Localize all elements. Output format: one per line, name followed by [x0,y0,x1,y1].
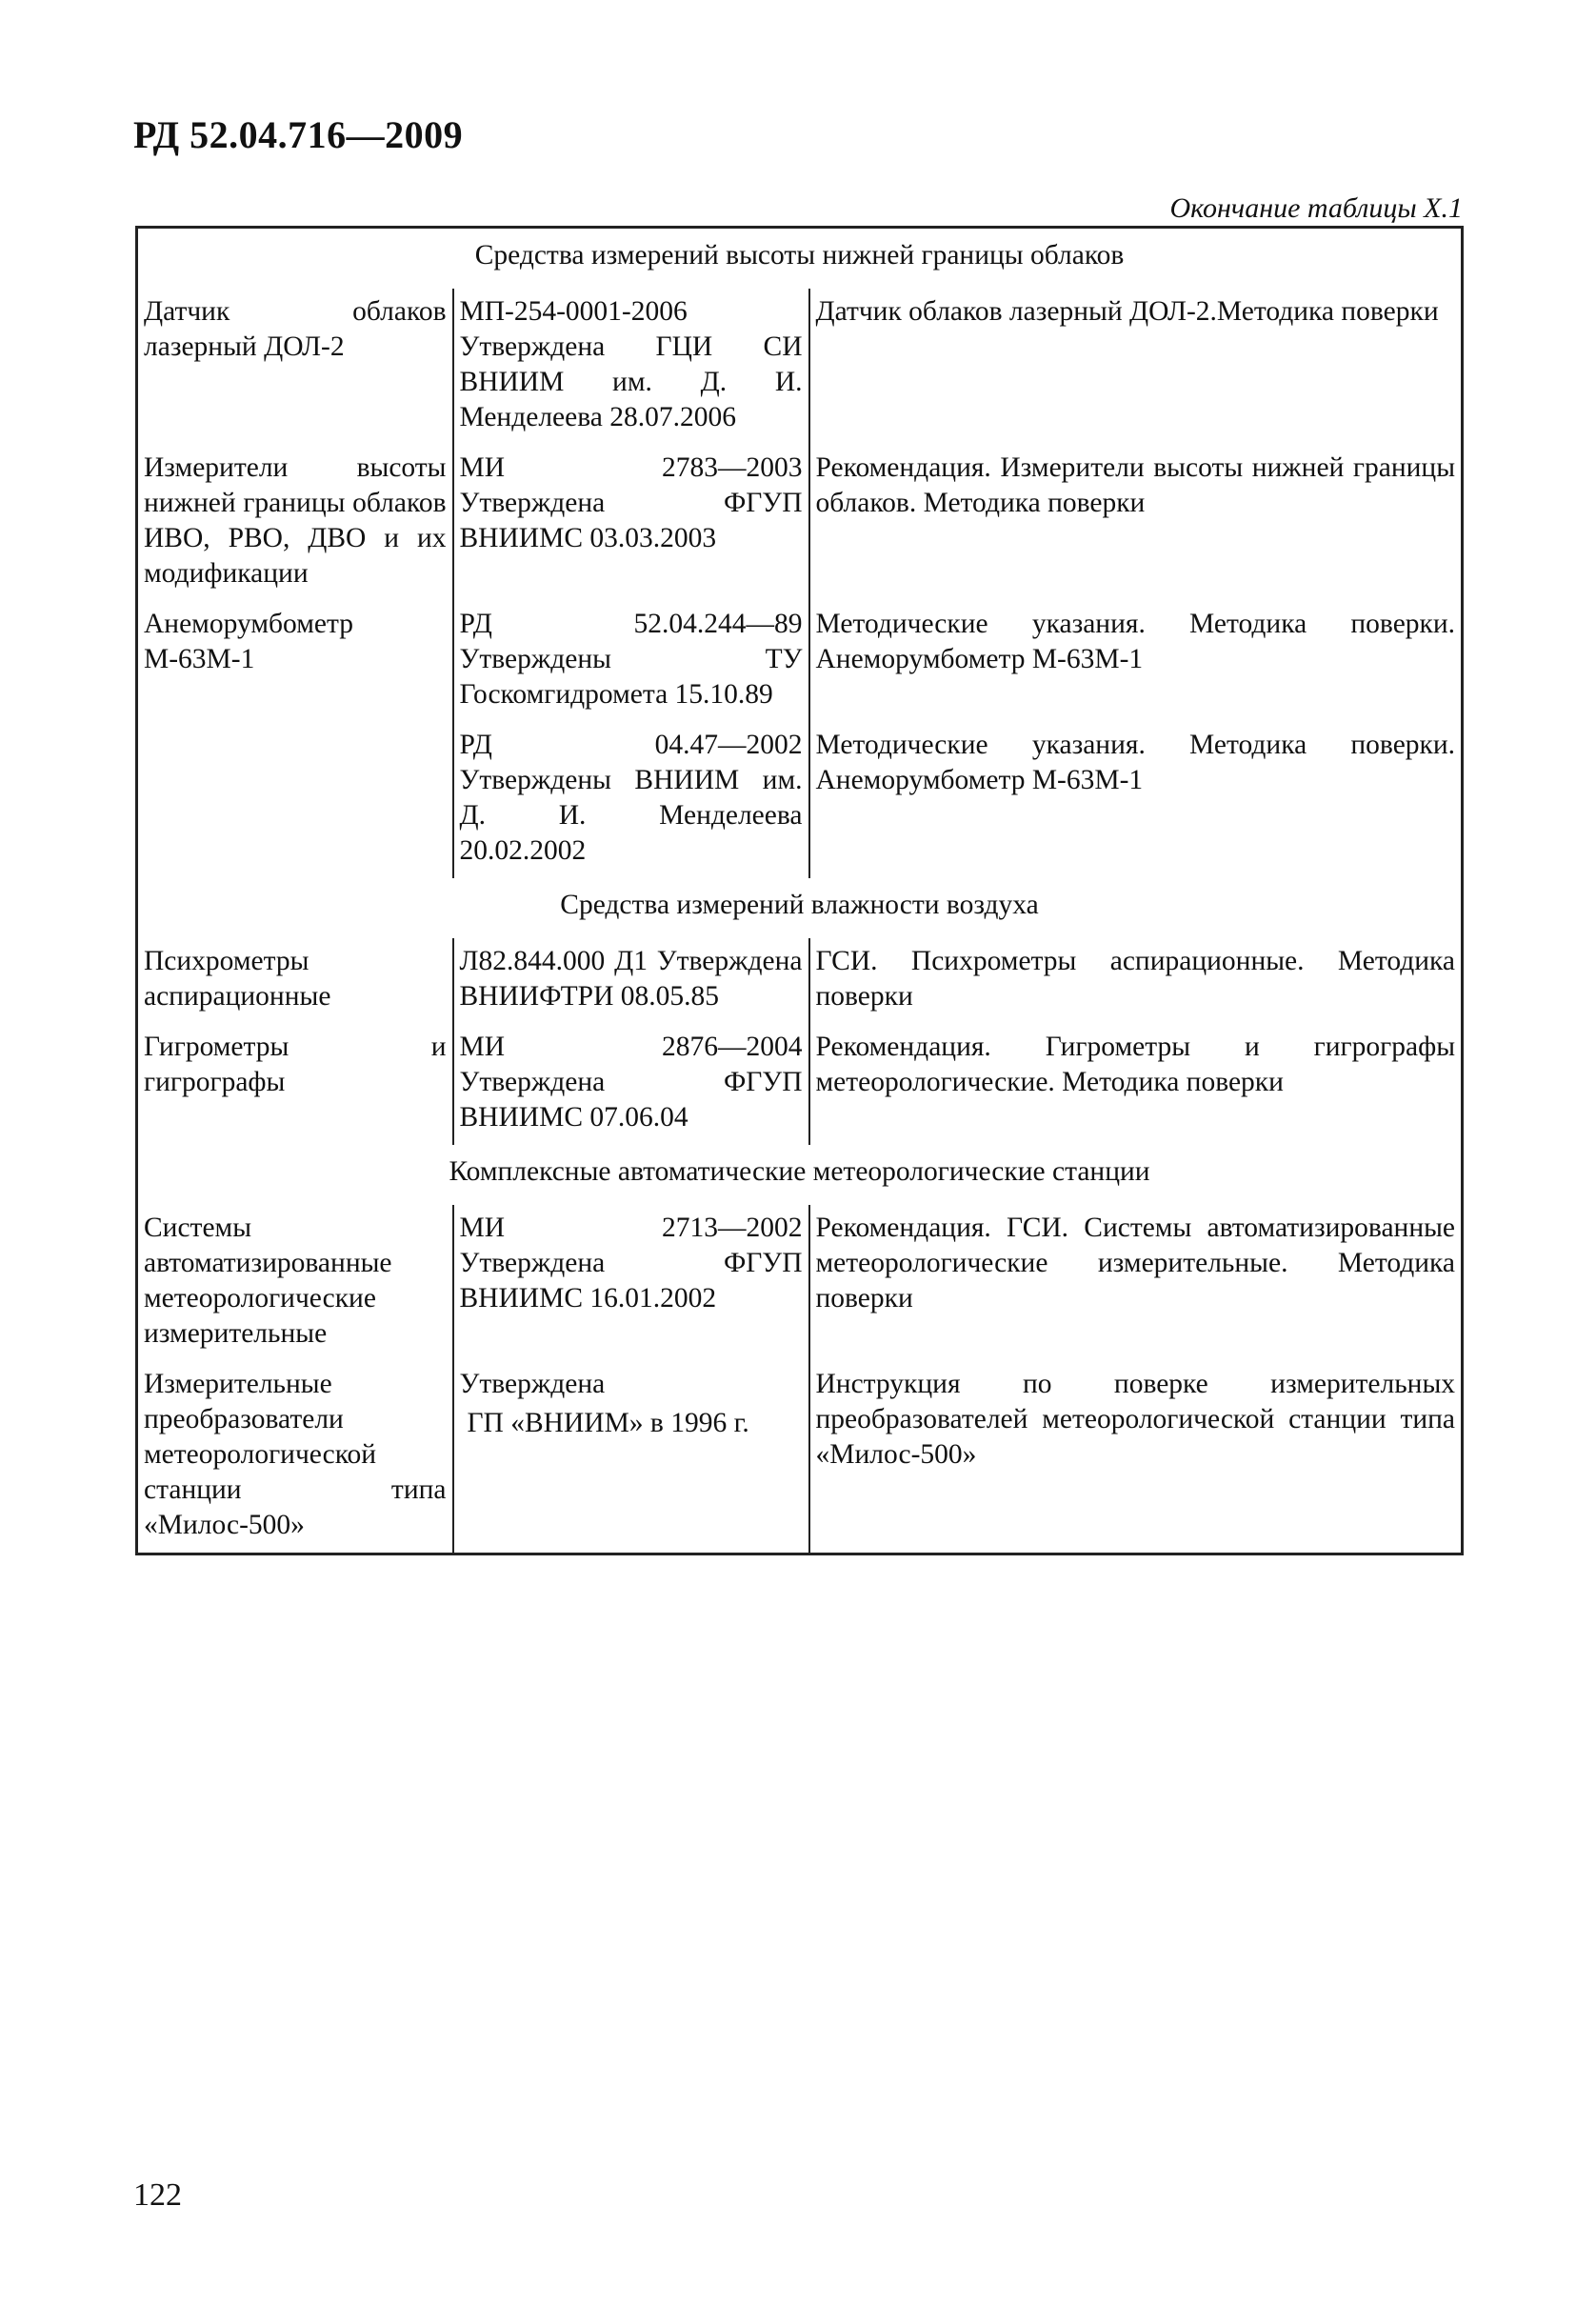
section-header-row [137,228,1463,290]
section-title: Средства измерений высоты нижней границы облаков [474,240,1125,271]
method-cell: Рекомендация. ГСИ. Системы автоматизированные метеорологические измерительные. Методика поверки [809,1205,1463,1361]
device-cell: Гигрометры и гигрографы [137,1024,453,1145]
method-cell: Инструкция по поверке измерительных преобразователей метеорологической станции типа «Милос-500» [809,1361,1463,1554]
document-cell: РД 04.47—2002 Утверждены ВНИИМ им. Д. И. Менделеева 20.02.2002 [453,722,809,878]
table-row [137,601,1463,722]
table-row [137,1205,1463,1361]
document-code: РД 52.04.716—2009 [133,113,464,156]
document-cell: МИ 2713—2002 Утверждена ФГУП ВНИИМС 16.01.2002 [453,1205,809,1361]
table-row [137,1361,1463,1554]
method-cell: Методические указания. Методика поверки. Анеморумбометр М-63М-1 [809,722,1463,878]
section-header-row [137,878,1463,938]
verification-methods-table [135,226,1464,1555]
document-cell-line: ГП «ВНИИМ» в 1996 г. [467,1408,749,1438]
section-title: Средства измерений влажности воздуха [560,890,1039,920]
document-cell: РД 52.04.244—89 Утверждены ТУ Госкомгидромета 15.10.89 [453,601,809,722]
table-row [137,1024,1463,1145]
table-row [137,289,1463,445]
table-row [137,445,1463,601]
document-cell: Л82.844.000 Д1 Утверждена ВНИИФТРИ 08.05.85 [453,938,809,1024]
method-cell: ГСИ. Психрометры аспирационные. Методика поверки [809,938,1463,1024]
method-cell: Рекомендация. Измерители высоты нижней границы облаков. Методика поверки [809,445,1463,601]
device-cell: Датчик облаков лазерный ДОЛ-2 [137,289,453,445]
device-cell: Измерители высоты нижней границы облаков ИВО, РВО, ДВО и их модификации [137,445,453,601]
device-cell: Анеморумбометр М-63М-1 [137,601,453,878]
method-cell: Рекомендация. Гигрометры и гигрографы метеорологические. Методика поверки [809,1024,1463,1145]
section-header-row [137,1145,1463,1205]
table-continuation-caption: Окончание таблицы Х.1 [1169,192,1463,224]
document-cell-line: Утверждена [459,1369,606,1399]
page-number: 122 [133,2177,182,2213]
document-cell: МИ 2876—2004 Утверждена ФГУП ВНИИМС 07.06.04 [453,1024,809,1145]
method-cell: Методические указания. Методика поверки. Анеморумбометр М-63М-1 [809,601,1463,722]
document-cell [453,1361,809,1554]
document-cell: МИ 2783—2003 Утверждена ФГУП ВНИИМС 03.03.2003 [453,445,809,601]
device-cell: Системы автоматизированные метеорологические измерительные [137,1205,453,1361]
method-cell: Датчик облаков лазерный ДОЛ-2.Методика поверки [809,289,1463,445]
table-row [137,938,1463,1024]
device-cell: Измерительные преобразователи метеорологической станции типа «Милос-500» [137,1361,453,1554]
document-cell: МП-254-0001-2006 Утверждена ГЦИ СИ ВНИИМ им. Д. И. Менделеева 28.07.2006 [453,289,809,445]
section-title: Комплексные автоматические метеорологические станции [449,1156,1150,1187]
device-cell: Психрометры аспирационные [137,938,453,1024]
